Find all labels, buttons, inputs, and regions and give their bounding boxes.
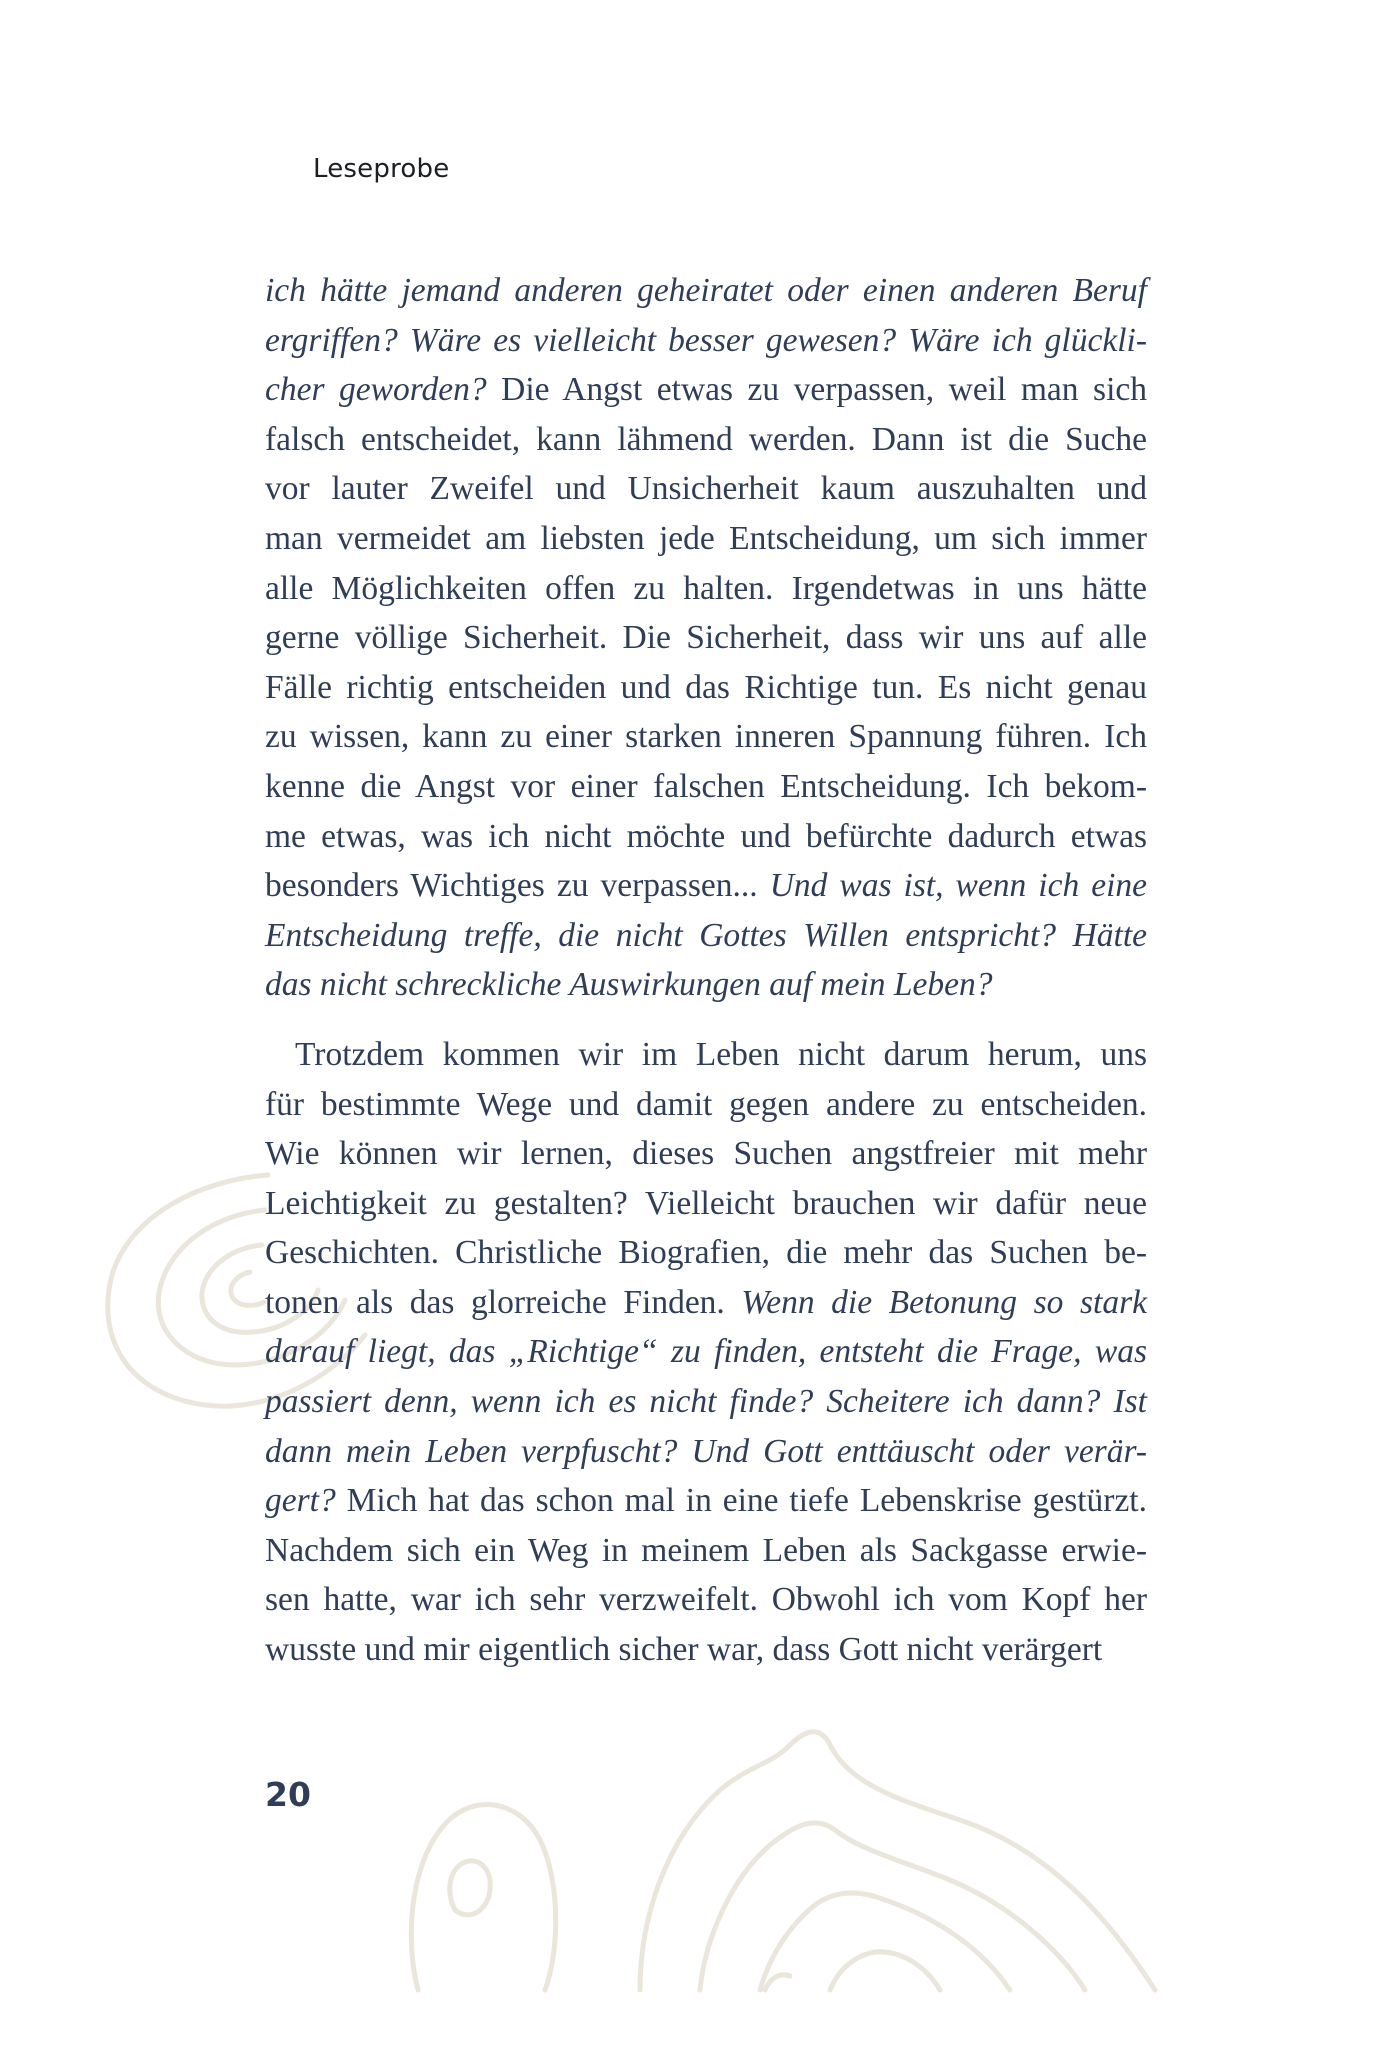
italic-text: Wenn die Betonung so stark	[741, 1283, 1147, 1321]
roman-text: Geschichten. Christliche Biografien, die mehr das Suchen be-	[265, 1234, 1147, 1272]
roman-text: Mich hat das schon mal in eine tiefe Lebenskrise gestürzt.	[335, 1482, 1147, 1520]
roman-text: zu wissen, kann zu einer starken inneren Spannung führen. Ich	[265, 718, 1147, 756]
text-line	[265, 812, 1147, 862]
text-line	[265, 1278, 1147, 1328]
paragraph	[265, 266, 1147, 1010]
roman-text: besonders Wichtiges zu verpassen...	[265, 867, 770, 905]
roman-text: alle Möglichkeiten offen zu halten. Irgendetwas in uns hätte	[265, 569, 1147, 607]
text-line	[265, 1228, 1147, 1278]
text-line	[265, 1179, 1147, 1229]
italic-text: gert?	[265, 1482, 336, 1520]
text-line	[265, 1327, 1147, 1377]
text-line	[265, 514, 1147, 564]
roman-text: man vermeidet am liebsten jede Entscheidung, um sich immer	[265, 519, 1147, 557]
text-line	[265, 464, 1147, 514]
text-line	[265, 1575, 1147, 1625]
italic-text: dann mein Leben verpfuscht? Und Gott enttäuscht oder verär-	[265, 1432, 1147, 1470]
text-line	[265, 861, 1147, 911]
text-line	[265, 1625, 1147, 1675]
running-head: Leseprobe	[313, 154, 450, 184]
italic-text: ich hätte jemand anderen geheiratet oder einen anderen Beruf	[265, 272, 1147, 309]
text-line	[265, 1080, 1147, 1130]
text-line	[265, 911, 1147, 961]
text-line	[265, 266, 1147, 316]
text-line	[265, 1526, 1147, 1576]
paragraph-gap	[265, 1010, 1147, 1030]
text-line	[265, 1030, 1147, 1080]
roman-text: Wie können wir lernen, dieses Suchen angstfreier mit mehr	[265, 1135, 1147, 1173]
roman-text: vor lauter Zweifel und Unsicherheit kaum auszuhalten und	[265, 470, 1147, 508]
roman-text: Nachdem sich ein Weg in meinem Leben als Sackgasse erwie-	[265, 1531, 1147, 1569]
text-line	[265, 762, 1147, 812]
text-line	[265, 316, 1147, 366]
body-text	[265, 266, 1147, 1675]
italic-text: Und was ist, wenn ich eine	[769, 867, 1147, 905]
roman-text: Fälle richtig entscheiden und das Richtige tun. Es nicht genau	[265, 668, 1147, 706]
roman-text: me etwas, was ich nicht möchte und befürchte dadurch etwas	[265, 817, 1147, 855]
roman-text: wusste und mir eigentlich sicher war, dass Gott nicht verärgert	[265, 1631, 1103, 1669]
roman-text: sen hatte, war ich sehr verzweifelt. Obwohl ich vom Kopf her	[265, 1581, 1147, 1619]
page-number: 20	[265, 1775, 311, 1814]
italic-text: Entscheidung treffe, die nicht Gottes Willen entspricht? Hätte	[265, 916, 1147, 954]
italic-text: cher geworden?	[265, 371, 487, 409]
text-line	[265, 663, 1147, 713]
text-line	[265, 365, 1147, 415]
text-line	[265, 960, 1147, 1010]
italic-text: darauf liegt, das „Richtige“ zu finden, entsteht die Frage, was	[265, 1333, 1147, 1371]
text-line	[265, 564, 1147, 614]
text-line	[265, 712, 1147, 762]
roman-text: falsch entscheidet, kann lähmend werden. Dann ist die Suche	[265, 420, 1147, 458]
roman-text: tonen als das glorreiche Finden.	[265, 1283, 742, 1321]
roman-text: Die Angst etwas zu verpassen, weil man sich	[486, 371, 1147, 409]
paragraph	[265, 1030, 1147, 1675]
roman-text: gerne völlige Sicherheit. Die Sicherheit, dass wir uns auf alle	[265, 619, 1147, 657]
italic-text: passiert denn, wenn ich es nicht finde? Scheitere ich dann? Ist	[265, 1383, 1147, 1421]
text-line	[265, 1476, 1147, 1526]
roman-text: Leichtigkeit zu gestalten? Vielleicht brauchen wir dafür neue	[265, 1184, 1147, 1222]
text-line	[265, 1129, 1147, 1179]
text-line	[265, 613, 1147, 663]
text-line	[265, 1377, 1147, 1427]
roman-text: Trotzdem kommen wir im Leben nicht darum herum, uns	[295, 1035, 1147, 1073]
roman-text: für bestimmte Wege und damit gegen andere zu entscheiden.	[265, 1085, 1147, 1123]
roman-text: kenne die Angst vor einer falschen Entscheidung. Ich bekom-	[265, 767, 1147, 805]
text-line	[265, 1427, 1147, 1477]
text-line	[265, 415, 1147, 465]
italic-text: ergriffen? Wäre es vielleicht besser gewesen? Wäre ich glückli-	[265, 321, 1147, 359]
italic-text: das nicht schreckliche Auswirkungen auf mein Leben?	[265, 966, 993, 1004]
